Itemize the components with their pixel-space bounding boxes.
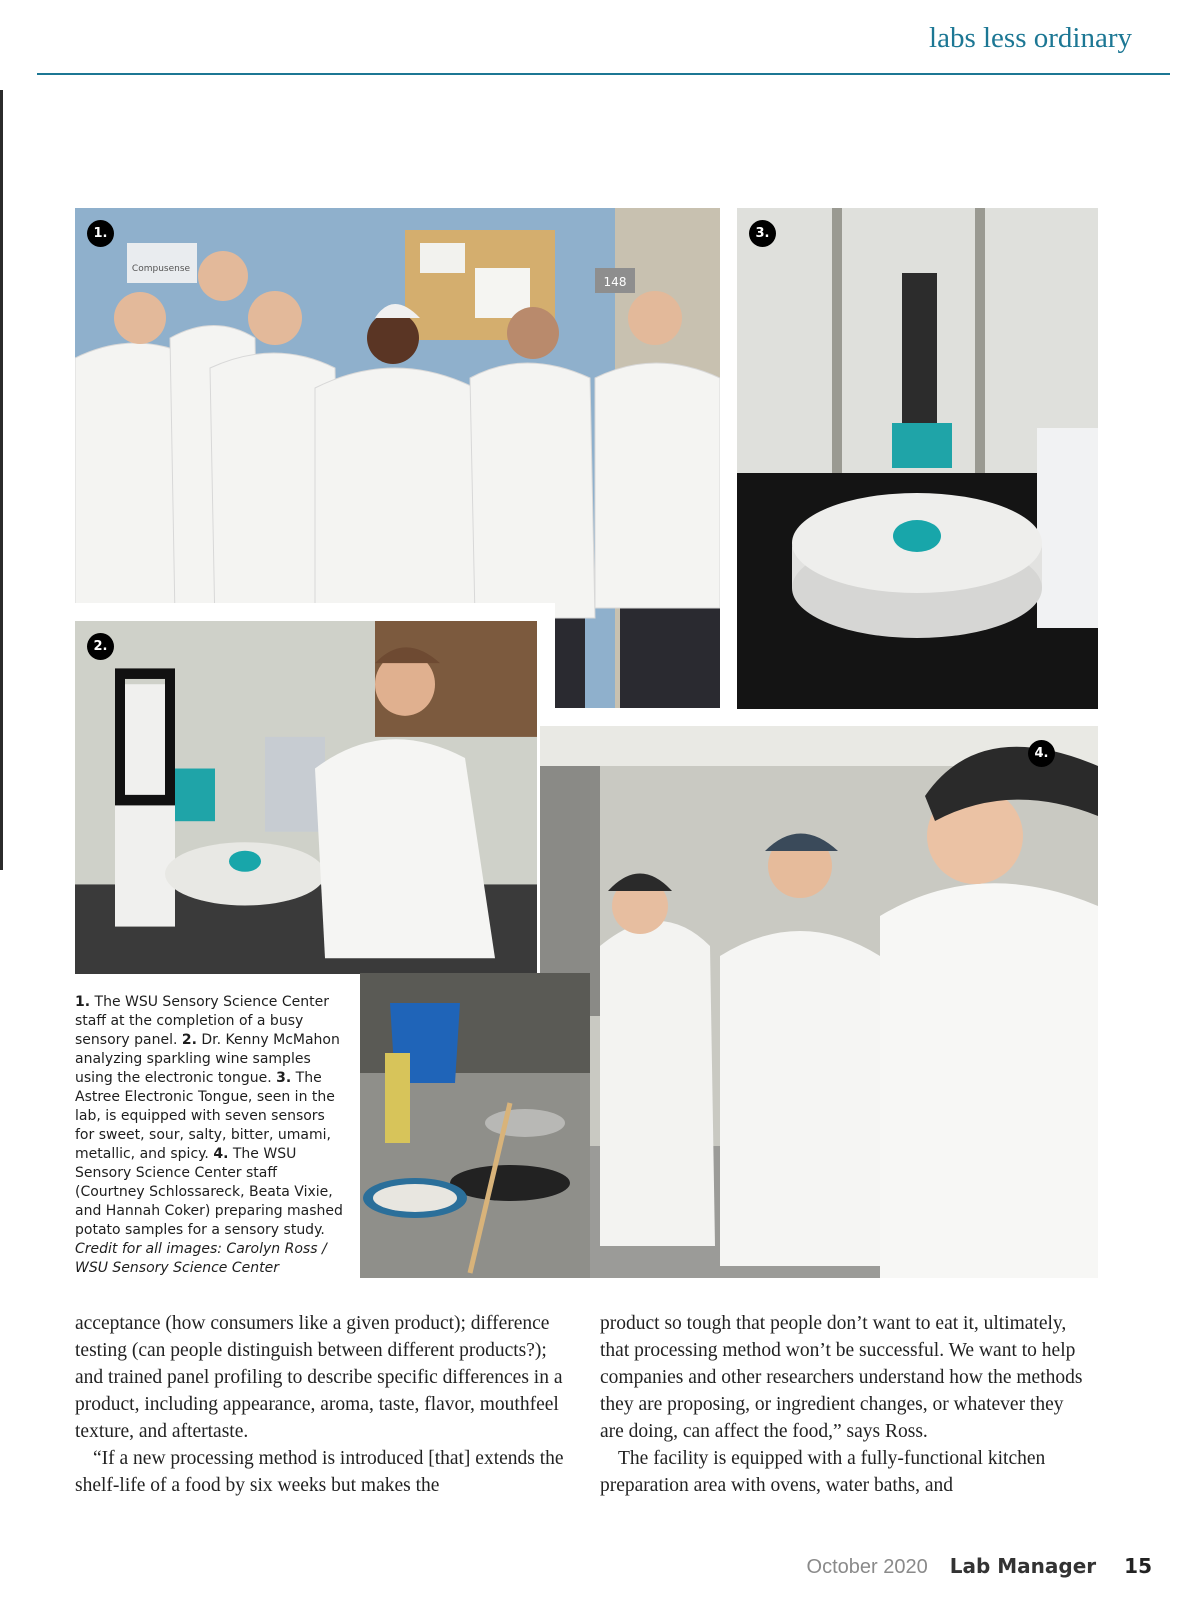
page-number: 15 — [1124, 1554, 1152, 1578]
body-paragraph: product so tough that people don’t want to eat it, ultimately, that processing method won’t be successful. We want to help companies and other researchers understand how the methods they are proposing, or ingredient changes, or whatever they are doing, can affect the food,” says Ross. — [600, 1313, 1083, 1442]
photo-kitchen-preparation-image — [540, 726, 1098, 1278]
photo-researcher-analysis — [75, 603, 555, 974]
caption-number-1: 1. — [75, 994, 91, 1010]
body-column-left — [75, 1310, 567, 1499]
caption-number-3: 3. — [276, 1070, 292, 1086]
caption-text-2: Dr. Kenny McMahon analyzing sparkling wine samples using the electronic tongue. — [75, 1032, 340, 1086]
body-paragraph: The facility is equipped with a fully-functional kitchen preparation area with ovens, water baths, and — [600, 1448, 1046, 1496]
photo-caption — [75, 993, 347, 1278]
photo-electronic-tongue — [737, 208, 1098, 709]
caption-text-3: The Astree Electronic Tongue, seen in the lab, is equipped with seven sensors for sweet, sour, salty, bitter, umami, metallic, and spicy. — [75, 1070, 335, 1162]
caption-credit: Credit for all images: Carolyn Ross / WSU Sensory Science Center — [75, 1241, 327, 1276]
caption-number-2: 2. — [181, 1032, 197, 1048]
page-footer — [807, 1554, 1152, 1579]
photo-kitchen-preparation — [540, 726, 1098, 1278]
caption-number-4: 4. — [213, 1146, 229, 1162]
photo-number-badge: 2. — [87, 633, 114, 660]
body-column-right — [600, 1310, 1092, 1499]
photo-number-badge: 1. — [87, 220, 114, 247]
header-rule — [37, 73, 1170, 75]
body-paragraph: “If a new processing method is introduced [that] extends the shelf-life of a food by six weeks but makes the — [75, 1448, 564, 1496]
issue-date: October 2020 — [806, 1556, 928, 1578]
photo-number-badge: 4. — [1028, 740, 1055, 767]
photo-researcher-analysis-image — [75, 621, 537, 974]
room-number-sign: 148 — [603, 275, 627, 289]
caption-text-4: The WSU Sensory Science Center staff (Courtney Schlossareck, Beata Vixie, and Hannah Coker) preparing mashed potato samples for a sensory study. — [75, 1146, 343, 1238]
photo-stove-closeup — [360, 973, 590, 1278]
compusense-sign: Compusense — [131, 264, 191, 274]
photo-number-badge: 3. — [749, 220, 776, 247]
page-edge-bar — [0, 90, 3, 870]
caption-text-1: The WSU Sensory Science Center staff at the completion of a busy sensory panel. — [75, 994, 329, 1048]
magazine-name: Lab Manager — [949, 1554, 1097, 1578]
photo-stove-closeup-image — [360, 973, 590, 1278]
photo-electronic-tongue-image — [737, 208, 1098, 709]
body-paragraph: acceptance (how consumers like a given product); difference testing (can people distinguish between different products?); and trained panel profiling to describe specific differences in a product, including appearance, aroma, taste, flavor, mouthfeel texture, and aftertaste. — [75, 1313, 563, 1442]
section-title: labs less ordinary — [929, 22, 1132, 54]
